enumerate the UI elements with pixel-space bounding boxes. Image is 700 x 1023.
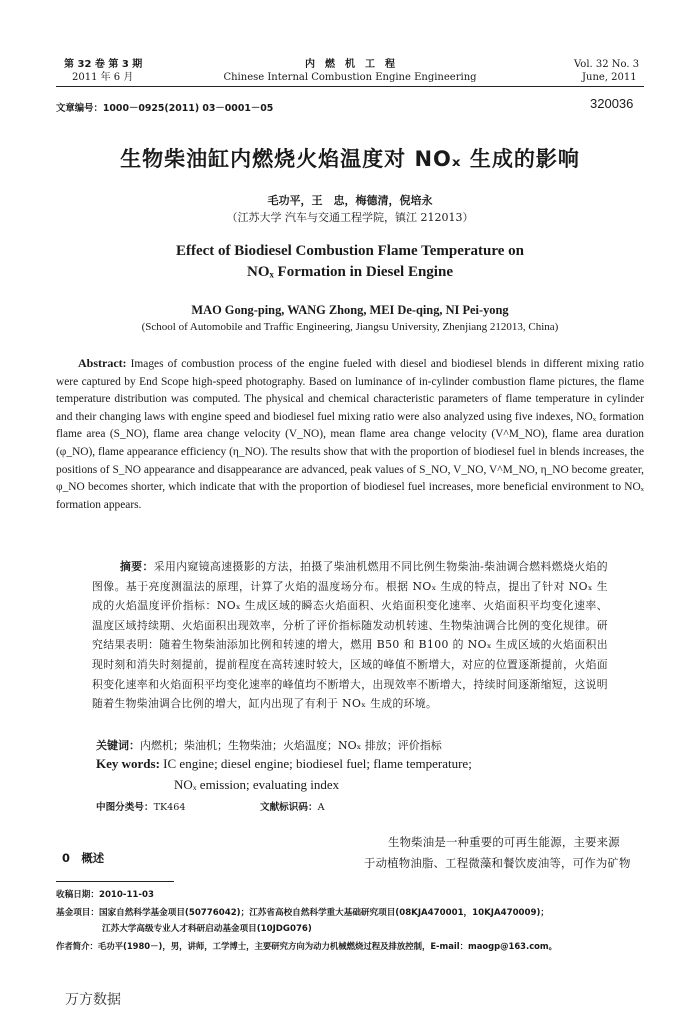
affiliation-zh: （江苏大学 汽车与交通工程学院，镇江 212013） bbox=[226, 211, 474, 224]
header-journal-zh: 内 燃 机 工 程 bbox=[305, 59, 395, 70]
doc-code bbox=[260, 799, 325, 813]
header-journal-en: Chinese Internal Combustion Engine Engineering bbox=[223, 72, 477, 83]
handwritten-number: 320036 bbox=[590, 96, 634, 111]
header-date-en: June, 2011 bbox=[582, 72, 637, 83]
footnote-fund-line1: 基金项目：国家自然科学基金项目(50776042)；江苏省高校自然科学重大基础研究项目(08KJA470001，10KJA470009)； bbox=[56, 908, 550, 918]
abstract-en-text: Images of combustion process of the engine fueled with diesel and biodiesel blends in different mixing ratio were captured by End Scope high-speed photography. Based on luminance of in-cylinder combustion flame pictures, the flame temperature distribution was computed. The physical and chemical characteristic parameters of flame temperature in cylinder and their changing laws with engine speed and biodiesel fuel mixing ratio were also analyzed using five indexes, NOₓ formation flame area (S_NO), flame area change velocity (V_NO), mean flame area change velocity (V^M_NO), flame area duration (φ_NO), flame appearance efficiency (η_NO). The results show that with the proportion of biodiesel fuel in blends increases, the positions of S_NO appearance and disappearance are advanced, peak values of S_NO, V_NO, V^M_NO, η_NO become greater, φ_NO becomes shorter, which indicate that with the proportion of biodiesel fuel increases, more beneficial environment to NOₓ formation appears. bbox=[56, 358, 644, 511]
abstract-zh-text: 采用内窥镜高速摄影的方法，拍摄了柴油机燃用不同比例生物柴油-柴油调合燃料燃烧火焰的图像。基于亮度测温法的原理，计算了火焰的温度场分布。根据 NOₓ 生成的特点，提出了针对 NOₓ 生成的火焰温度评价指标：NOₓ 生成区域的瞬态火焰面积、火焰面积变化速率、火焰面积平均变化速率、温度区域持续期、火焰面积出现效率，分析了评价指标随发动机转速、生物柴油调合比例的变化规律。研究结果表明：随着生物柴油添加比例和转速的增大，燃用 B50 和 B100 的 NOₓ 生成区域的火焰面积出现时刻和消失时刻提前，提前程度在高转速时较大，区域的峰值不断增大，对应的位置逐渐提前，火焰面积变化速率和火焰面积平均变化速率的峰值均不断增大，出现效率不断增大，持续时间逐渐缩短，这说明随着生物柴油调合比例的增大，缸内出现了有利于 NOₓ 生成的环境。 bbox=[92, 560, 608, 711]
header-rule bbox=[56, 86, 644, 87]
keywords-en-line1: IC engine; diesel engine; biodiesel fuel; flame temperature; bbox=[163, 756, 472, 771]
title-en-line1: Effect of Biodiesel Combustion Flame Temperature on bbox=[175, 243, 525, 259]
article-number: 文章编号：1000－0925(2011) 03－0001－05 bbox=[56, 103, 274, 114]
abstract-en: Abstract: Images of combustion process of the engine fueled with diesel and biodiesel blends in different mixing ratio were captured by End Scope high-speed photography. Based on luminance of in-cylinder combustion flame pictures, the flame temperature distribution was computed. The physical and chemical characteristic parameters of flame temperature in cylinder and their changing laws with engine speed and biodiesel fuel mixing ratio were also analyzed using five indexes, NOₓ formation flame area (S_NO), flame area change velocity (V_NO), mean flame area change velocity (V^M_NO), flame area duration (φ_NO), flame appearance efficiency (η_NO). The results show that with the proportion of biodiesel fuel in blends increases, the positions of S_NO appearance and disappearance are advanced, peak values of S_NO, V_NO, V^M_NO, η_NO become greater, φ_NO becomes shorter, which indicate that with the proportion of biodiesel fuel increases, more beneficial environment to NOₓ formation appears. bbox=[56, 356, 644, 511]
footnote-author: 作者简介：毛功平(1980－)，男，讲师，工学博士，主要研究方向为动力机械燃烧过程及排放控制，E-mail：maogp@163.com。 bbox=[56, 941, 558, 951]
header-volume-zh: 第 32 卷 第 3 期 bbox=[64, 59, 143, 70]
doc-label: 文献标识码： bbox=[260, 802, 318, 813]
keywords-en bbox=[96, 756, 472, 772]
affiliation-en: (School of Automobile and Traffic Engineering, Jiangsu University, Zhenjiang 212013, China) bbox=[141, 321, 559, 333]
keywords-zh-text: 内燃机；柴油机；生物柴油；火焰温度；NOₓ 排放；评价指标 bbox=[140, 739, 442, 752]
watermark-text: 万方数据 bbox=[65, 992, 121, 1008]
keywords-zh bbox=[96, 737, 442, 753]
section-line2: 于动植物油脂、工程微藻和餐饮废油等，可作为矿物 bbox=[364, 856, 631, 870]
keywords-zh-label: 关键词： bbox=[96, 739, 140, 752]
authors-en: MAO Gong-ping, WANG Zhong, MEI De-qing, NI Pei-yong bbox=[191, 303, 509, 317]
clc-value: TK464 bbox=[153, 802, 186, 813]
header-volume-en: Vol. 32 No. 3 bbox=[574, 59, 640, 70]
doc-value: A bbox=[317, 802, 325, 813]
section-heading: 0 概述 bbox=[62, 851, 105, 865]
abstract-en-label: Abstract bbox=[78, 356, 123, 370]
clc-code bbox=[96, 799, 185, 813]
header-date-zh: 2011 年 6 月 bbox=[72, 72, 134, 83]
clc-label: 中图分类号： bbox=[96, 802, 154, 813]
title-zh: 生物柴油缸内燃烧火焰温度对 NOₓ 生成的影响 bbox=[120, 147, 580, 171]
abstract-zh bbox=[92, 557, 608, 714]
footnote-fund-line2: 江苏大学高级专业人才科研启动基金项目(10JDG076) bbox=[102, 924, 312, 934]
keywords-en-line2: NOₓ emission; evaluating index bbox=[174, 777, 340, 792]
section-line1: 生物柴油是一种重要的可再生能源，主要来源 bbox=[388, 835, 620, 849]
footnote-rule bbox=[56, 881, 174, 882]
abstract-zh-label: 摘要： bbox=[120, 560, 154, 573]
keywords-en-label: Key words: bbox=[96, 756, 160, 771]
authors-zh: 毛功平，王 忠，梅德清，倪培永 bbox=[267, 194, 433, 207]
title-en-line2: NOₓ Formation in Diesel Engine bbox=[247, 264, 453, 280]
footnote-received: 收稿日期：2010-11-03 bbox=[56, 890, 154, 900]
